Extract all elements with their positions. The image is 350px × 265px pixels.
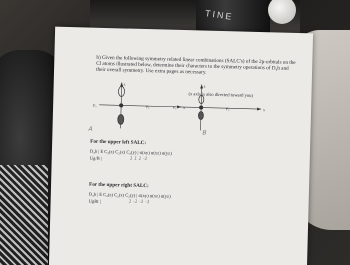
x-label-right: x: [263, 107, 266, 113]
fa-label-left: Fₐ: [93, 102, 97, 108]
handwritten-characters-2: 1 -1 -1 -1: [128, 199, 150, 206]
fa-label-right: Fₐ: [173, 104, 177, 110]
salc-diagram-right: [170, 82, 271, 135]
x-axis-left: [99, 104, 181, 110]
fb-label-left: Fₐ: [146, 104, 150, 110]
central-atom-right: [199, 105, 203, 109]
x-label-left: x: [183, 105, 186, 111]
handwritten-label-a: A: [88, 125, 93, 133]
character-table-header-1: D₄h | E C₂(z) C₂(x) C₂(y) | σ(xy) σ(xz) σ(yz): [89, 148, 172, 156]
worksheet-paper: [49, 27, 313, 265]
character-table-row-2: UgRt |: [88, 198, 101, 204]
lobe-bottom-right: [198, 111, 203, 119]
z-label-left: z: [123, 81, 126, 87]
section-upper-right-title: For the upper right SALC:: [88, 181, 149, 190]
z-label-right: z: [203, 83, 206, 89]
lobe-bottom-left: [118, 114, 124, 124]
patterned-fabric: [0, 165, 48, 265]
can-lettering: TINE: [204, 8, 235, 22]
x-arrow-right: [257, 107, 261, 110]
handwritten-characters-1: 1 1 1 -1: [129, 156, 148, 163]
central-atom-left: [119, 103, 123, 107]
handwritten-label-b: B: [202, 129, 207, 137]
x-axis-right: [179, 106, 261, 112]
character-table-header-2: D₄h | E C₂(z) C₂(x) C₂(y) | σ(xy) σ(xz) σ(yz): [88, 191, 171, 199]
question-text: b) Given the following symmetry related linear combinations (SALC's) of the 2p-orbitals on the Cl atoms illustrated below, determine their characters to the symmetry operations of D₄h and their overall symmetry. Use extra pages as necessary.: [95, 54, 296, 77]
fb-label-right: Fₐ: [226, 106, 230, 112]
character-table-row-1: Ug/B |: [89, 155, 102, 161]
axis-note: (x axis is also directed toward you): [188, 91, 254, 98]
section-upper-left-title: For the upper left SALC:: [90, 138, 147, 147]
